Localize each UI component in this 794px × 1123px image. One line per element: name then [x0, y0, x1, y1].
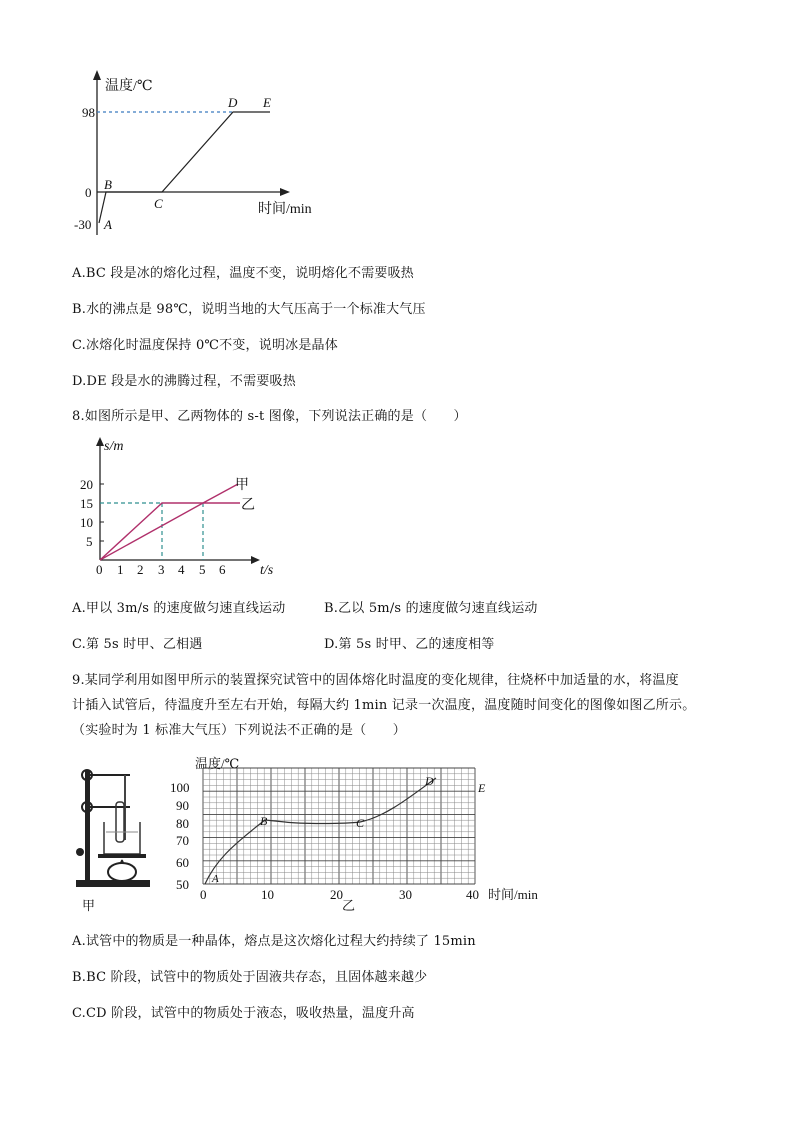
point-c-label: C [356, 816, 365, 830]
q7-option-d: D.DE 段是水的沸腾过程，不需要吸热 [72, 374, 296, 389]
apparatus-caption: 甲 [82, 898, 96, 912]
point-a-label: A [212, 873, 219, 885]
x-tick-label-0: 0 [200, 887, 207, 902]
x-axis-label: 时间/min [258, 202, 312, 217]
heating-apparatus-figure [70, 762, 160, 912]
x-tick-label-2: 2 [137, 562, 144, 577]
point-a-label: A [104, 217, 112, 232]
y-tick-label-20: 20 [80, 477, 93, 492]
q9-option-c: C.CD 阶段，试管中的物质处于液态，吸收热量，温度升高 [72, 1006, 415, 1021]
x-tick-label-10: 10 [261, 887, 274, 902]
point-b-label: B [260, 814, 268, 828]
y-axis-label: 温度/℃ [195, 756, 240, 771]
y-axis-arrow [93, 70, 101, 80]
y-tick-label-70: 70 [176, 833, 189, 848]
x-tick-label-5: 5 [199, 562, 206, 577]
series-jia-line [100, 484, 238, 560]
q9-option-a: A.试管中的物质是一种晶体，熔点是这次熔化过程大约持续了 15min [72, 934, 476, 949]
point-e-label: E [263, 95, 271, 110]
y-tick-label-15: 15 [80, 496, 93, 511]
x-axis-label: 时间/min [488, 887, 538, 902]
series-yi-label: 乙 [241, 498, 255, 513]
y-tick-label-50: 50 [176, 877, 189, 892]
y-tick-label-10: 10 [80, 515, 93, 530]
clamp-low [76, 848, 84, 856]
melting-curve [205, 778, 436, 884]
x-tick-label-40: 40 [466, 887, 479, 902]
x-tick-label-0: 0 [96, 562, 103, 577]
y-axis-label: s/m [104, 439, 124, 454]
flame-icon [120, 860, 124, 864]
alcohol-lamp [108, 863, 136, 881]
point-c-label: C [154, 196, 163, 211]
graph-caption: 乙 [342, 898, 356, 912]
q7-option-c: C.冰熔化时温度保持 0℃不变，说明冰是晶体 [72, 338, 338, 353]
series-yi-line [100, 503, 240, 560]
tick-0: 0 [85, 185, 92, 200]
q9-stem-line2: 计插入试管后，待温度升至左右开始，每隔大约 1min 记录一次温度，温度随时间变化的图像如图乙所示。 [72, 698, 696, 713]
graph-grid [203, 768, 475, 884]
y-axis-label: 温度/℃ [105, 79, 153, 94]
q8-option-c: C.第 5s 时甲、乙相遇 [72, 637, 203, 652]
q7-option-b: B.水的沸点是 98℃，说明当地的大气压高于一个标准大气压 [72, 302, 426, 317]
y-tick-label-100: 100 [170, 780, 190, 795]
x-tick-label-1: 1 [117, 562, 124, 577]
y-tick-label-5: 5 [86, 534, 93, 549]
q8-option-a: A.甲以 3m/s 的速度做匀速直线运动 [72, 601, 286, 616]
x-axis-arrow [251, 556, 260, 564]
y-tick-label-90: 90 [176, 798, 189, 813]
point-d-label: D [228, 95, 238, 110]
point-d-label: D [425, 774, 434, 788]
q9-option-b: B.BC 阶段，试管中的物质处于固液共存态，且固体越来越少 [72, 970, 428, 985]
point-e-label: E [478, 781, 486, 795]
melting-boiling-graph [70, 65, 340, 245]
series-jia-label: 甲 [235, 478, 249, 493]
x-axis-arrow [280, 188, 290, 196]
q7-option-a: A.BC 段是冰的熔化过程，温度不变，说明熔化不需要吸热 [72, 266, 414, 281]
point-b-label: B [104, 177, 112, 192]
y-tick-label-60: 60 [176, 855, 189, 870]
graph-curve [99, 112, 270, 223]
wire-gauze [98, 854, 146, 858]
stand-rod [85, 770, 90, 882]
tick-neg30: -30 [74, 217, 92, 232]
y-axis-arrow [96, 437, 104, 446]
x-tick-label-30: 30 [399, 887, 412, 902]
tick-98: 98 [82, 105, 95, 120]
x-axis-label: t/s [260, 563, 274, 578]
s-t-graph [80, 432, 290, 582]
x-tick-label-3: 3 [158, 562, 165, 577]
x-tick-label-6: 6 [219, 562, 226, 577]
q9-stem-line3: （实验时为 1 标准大气压）下列说法不正确的是（ ） [72, 723, 406, 738]
x-tick-label-4: 4 [178, 562, 185, 577]
melting-curve-graph [170, 752, 570, 912]
q8-stem: 8.如图所示是甲、乙两物体的 s-t 图像，下列说法正确的是（ ） [72, 409, 467, 424]
beaker [104, 822, 140, 854]
q9-stem-line1: 9.某同学利用如图甲所示的装置探究试管中的固体熔化时温度的变化规律，往烧杯中加适量的水，将温度 [72, 673, 679, 688]
x-tick-label-20: 20 [330, 887, 343, 902]
y-tick-label-80: 80 [176, 816, 189, 831]
q8-option-b: B.乙以 5m/s 的速度做匀速直线运动 [324, 601, 538, 616]
q8-option-d: D.第 5s 时甲、乙的速度相等 [324, 637, 495, 652]
